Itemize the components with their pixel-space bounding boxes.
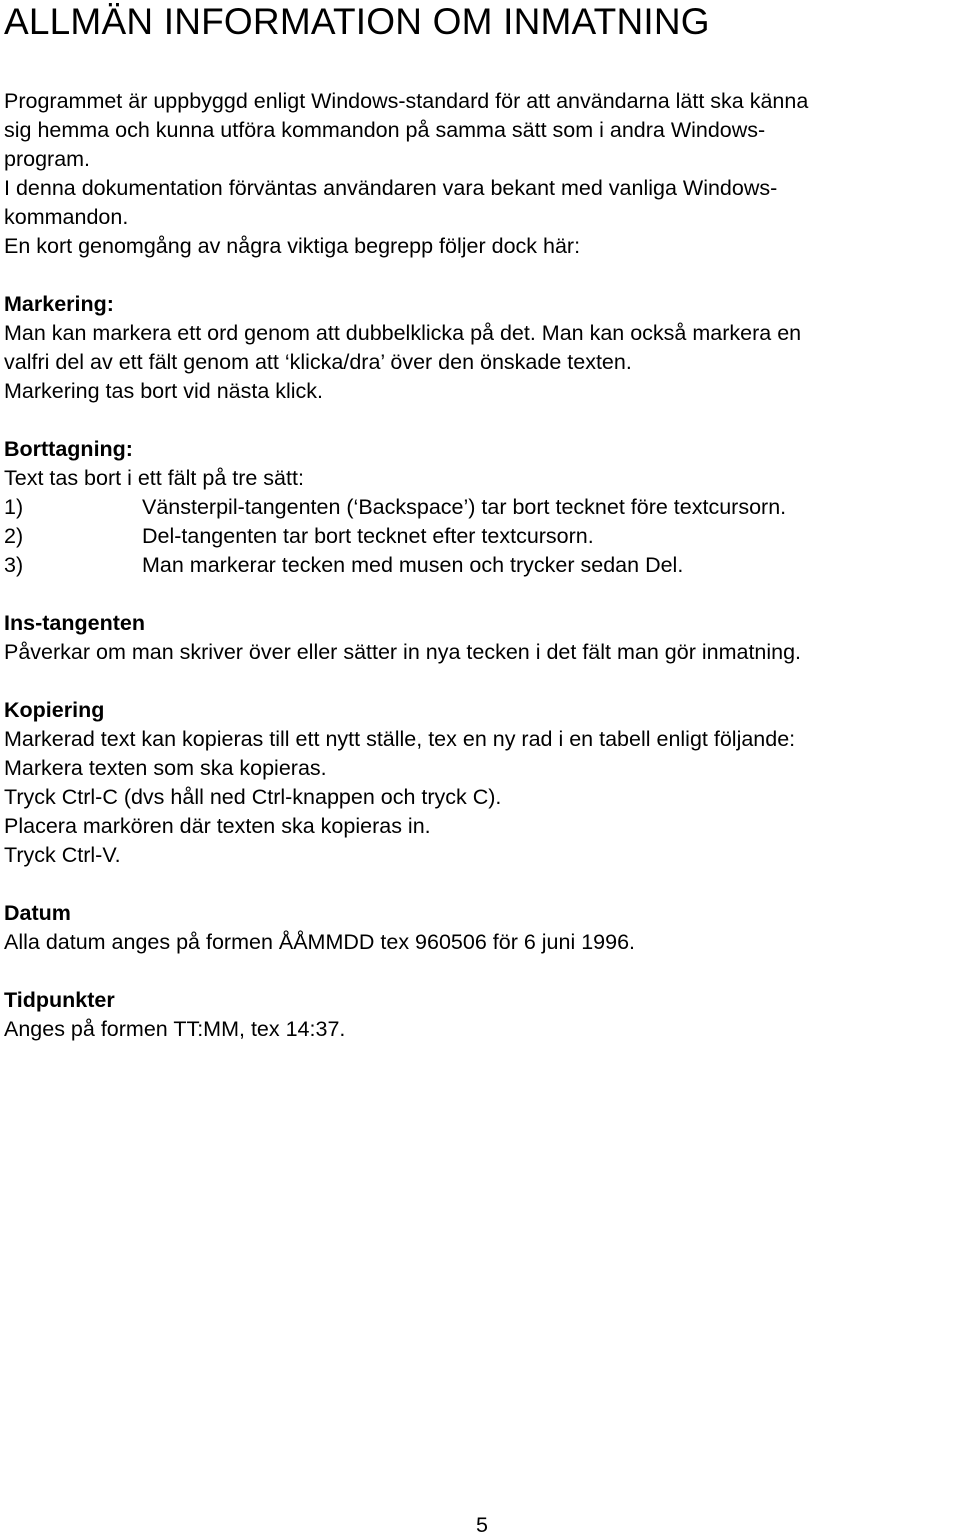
spacer <box>4 870 956 899</box>
borttagning-section <box>4 435 956 580</box>
document-body <box>4 87 956 1044</box>
list-text: Vänsterpil-tangenten (‘Backspace’) tar bort tecknet före textcursorn. <box>142 495 787 519</box>
intro-line: sig hemma och kunna utföra kommandon på samma sätt som i andra Windows- <box>4 118 766 142</box>
list-item <box>4 522 956 551</box>
page-number: 5 <box>476 1513 488 1537</box>
markering-line: Man kan markera ett ord genom att dubbelklicka på det. Man kan också markera en <box>4 321 802 345</box>
intro-line: kommandon. <box>4 205 129 229</box>
list-text: Del-tangenten tar bort tecknet efter textcursorn. <box>142 524 594 548</box>
spacer <box>4 667 956 696</box>
spacer <box>4 261 956 290</box>
section-heading-markering: Markering: <box>4 292 114 316</box>
list-number: 1) <box>4 495 24 519</box>
borttagning-intro: Text tas bort i ett fält på tre sätt: <box>4 466 304 490</box>
kopiering-line: Tryck Ctrl-C (dvs håll ned Ctrl-knappen och tryck C). <box>4 785 502 809</box>
markering-line: valfri del av ett fält genom att ‘klicka/dra’ över den önskade texten. <box>4 350 632 374</box>
intro-line: Programmet är uppbyggd enligt Windows-standard för att användarna lätt ska känna <box>4 89 809 113</box>
intro-line: En kort genomgång av några viktiga begrepp följer dock här: <box>4 234 581 258</box>
intro-line: I denna dokumentation förväntas användaren vara bekant med vanliga Windows- <box>4 176 778 200</box>
kopiering-line: Placera markören där texten ska kopieras in. <box>4 814 431 838</box>
section-heading-kopiering: Kopiering <box>4 698 105 722</box>
ins-section <box>4 609 956 667</box>
page-title: ALLMÄN INFORMATION OM INMATNING <box>4 1 710 42</box>
intro-section <box>4 87 956 261</box>
list-text: Man markerar tecken med musen och trycker sedan Del. <box>142 553 684 577</box>
markering-line: Markering tas bort vid nästa klick. <box>4 379 324 403</box>
spacer <box>4 957 956 986</box>
list-item <box>4 493 956 522</box>
markering-section <box>4 290 956 406</box>
list-number: 2) <box>4 524 24 548</box>
datum-section <box>4 899 956 957</box>
kopiering-line: Markera texten som ska kopieras. <box>4 756 327 780</box>
section-heading-datum: Datum <box>4 901 71 925</box>
kopiering-section <box>4 696 956 870</box>
spacer <box>4 580 956 609</box>
datum-line: Alla datum anges på formen ÅÅMMDD tex 960506 för 6 juni 1996. <box>4 930 636 954</box>
section-heading-ins: Ins-tangenten <box>4 611 145 635</box>
section-heading-borttagning: Borttagning: <box>4 437 133 461</box>
spacer <box>4 406 956 435</box>
intro-line: program. <box>4 147 91 171</box>
ins-line: Påverkar om man skriver över eller sätter in nya tecken i det fält man gör inmatning. <box>4 640 802 664</box>
list-item <box>4 551 956 580</box>
section-heading-tidpunkter: Tidpunkter <box>4 988 115 1012</box>
kopiering-line: Tryck Ctrl-V. <box>4 843 121 867</box>
kopiering-line: Markerad text kan kopieras till ett nytt ställe, tex en ny rad i en tabell enligt följande: <box>4 727 796 751</box>
list-number: 3) <box>4 553 24 577</box>
tidpunkter-section <box>4 986 956 1044</box>
tidpunkter-line: Anges på formen TT:MM, tex 14:37. <box>4 1017 346 1041</box>
